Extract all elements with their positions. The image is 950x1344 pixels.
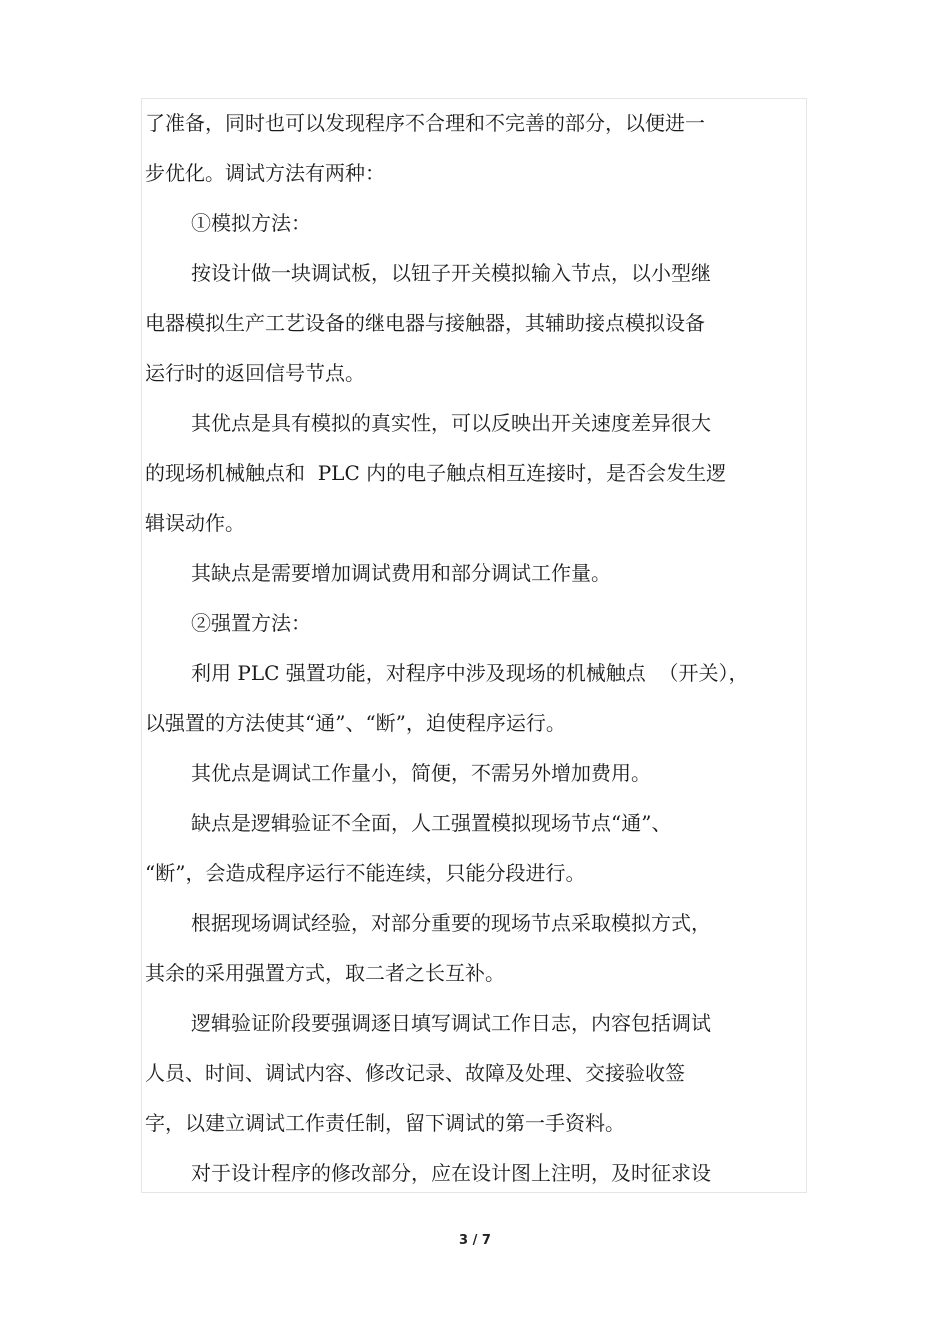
text-line: 运行时的返回信号节点。 (145, 361, 365, 385)
text-line: ①模拟方法： (191, 211, 311, 235)
text-line: 其优点是具有模拟的真实性，可以反映出开关速度差异很大 (191, 411, 711, 435)
text-line: 根据现场调试经验，对部分重要的现场节点采取模拟方式， (191, 911, 711, 935)
text-line: 人员、时间、调试内容、修改记录、故障及处理、交接验收签 (145, 1061, 685, 1085)
text-line: “断”，会造成程序运行不能连续，只能分段进行。 (145, 861, 586, 885)
text-line: 其优点是调试工作量小，简便，不需另外增加费用。 (191, 761, 651, 785)
text-line: 逻辑验证阶段要强调逐日填写调试工作日志，内容包括调试 (191, 1011, 711, 1035)
text-line: 其缺点是需要增加调试费用和部分调试工作量。 (191, 561, 611, 585)
text-line: 字，以建立调试工作责任制，留下调试的第一手资料。 (145, 1111, 625, 1135)
page-number: 3 / 7 (459, 1233, 491, 1248)
text-line: 辑误动作。 (145, 511, 245, 535)
text-line: 了准备，同时也可以发现程序不合理和不完善的部分，以便进一 (145, 111, 705, 135)
document-body (145, 98, 805, 1198)
text-line: 利用 PLC 强置功能，对程序中涉及现场的机械触点 （开关）， (191, 661, 749, 685)
text-line: 步优化。调试方法有两种： (145, 161, 385, 185)
text-line: 以强置的方法使其“通”、“断”，迫使程序运行。 (145, 711, 566, 735)
text-line: 其余的采用强置方式，取二者之长互补。 (145, 961, 505, 985)
text-line: 的现场机械触点和 PLC 内的电子触点相互连接时，是否会发生逻 (145, 461, 727, 485)
text-line: 电器模拟生产工艺设备的继电器与接触器，其辅助接点模拟设备 (145, 311, 705, 335)
text-line: 缺点是逻辑验证不全面，人工强置模拟现场节点“通”、 (191, 811, 672, 835)
text-line: 对于设计程序的修改部分，应在设计图上注明，及时征求设 (191, 1161, 711, 1185)
text-line: 按设计做一块调试板，以钮子开关模拟输入节点，以小型继 (191, 261, 711, 285)
text-line: ②强置方法： (191, 611, 311, 635)
